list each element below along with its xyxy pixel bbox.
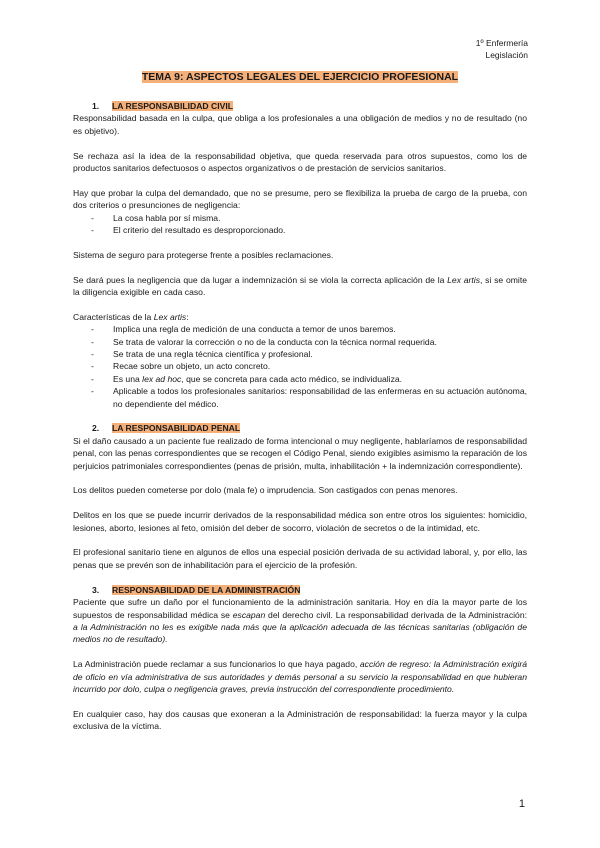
text-run: Es una: [113, 373, 143, 384]
section-number: 2.: [92, 423, 100, 434]
emphasis: Lex artis: [153, 311, 187, 322]
paragraph: [73, 596, 527, 646]
section-heading-civil: [73, 100, 527, 112]
header-subject: Legislación: [485, 50, 528, 60]
emphasis: a la Administración no les es exigible nada más que la aplicación adecuada de las técnicas sanitarias (obligación de medios no de resultado).: [73, 621, 527, 645]
section-number: 3.: [92, 584, 100, 595]
list-item: [73, 373, 527, 385]
paragraph: En cualquier caso, hay dos causas que exoneran a la Administración de responsabilidad: la fuerza mayor y la culpa exclusiva de la víctima.: [73, 708, 527, 732]
text-run: La Administración puede reclamar a sus funcionarios lo que haya pagado,: [73, 659, 360, 670]
list-item: - Se trata de una regla técnica científica y profesional.: [73, 348, 527, 360]
text-run: Paciente que sufre un daño por el funcionamiento de la administración sanitaria. Hoy en día la mayor parte de los supuestos de responsabilidad médica se: [73, 597, 527, 620]
list-item: - Aplicable a todos los profesionales sanitarios: responsabilidad de las enfermeras en su actuación autónoma, no dependiente del médico.: [73, 385, 527, 410]
document-title: [0, 71, 600, 83]
paragraph: Hay que probar la culpa del demandado, que no se presume, pero se flexibiliza la prueba de cargo de la prueba, con dos criterios o presunciones de negligencia:: [73, 187, 527, 211]
text-run: Características de la: [73, 311, 154, 322]
text-run: , que se concreta para cada acto médico, se individualiza.: [181, 373, 403, 384]
text-run: :: [186, 311, 189, 322]
section-heading-text: LA RESPONSABILIDAD PENAL: [112, 423, 241, 434]
paragraph: El profesional sanitario tiene en algunos de ellos una especial posición derivada de su actividad laboral, y, por ello, las penas que se prevén son de inhabilitación para el ejercicio de la profesión.: [73, 547, 527, 570]
paragraph: Si el daño causado a un paciente fue realizado de forma intencional o muy negligente, hablaríamos de responsabilidad penal, con las penas correspondientes que se recogen el Código Penal, siendo exigibles asimismo la reparación de los perjuicios patrimoniales correspondientes (penas de prisión, multa, inhabilitación + la indemnización correspondiente).: [73, 435, 527, 471]
list-item: - La cosa habla por sí misma.: [73, 212, 527, 224]
paragraph: Se rechaza así la idea de la responsabilidad objetiva, que queda reservada para otros supuestos, como los de productos sanitarios defectuosos o aspectos organizativos o de prestación de servicios sanitarios.: [73, 150, 527, 174]
list-item: - Implica una regla de medición de una conducta a temor de unos baremos.: [73, 323, 527, 335]
paragraph: Delitos en los que se puede incurrir derivados de la responsabilidad médica son entre otros los siguientes: homicidio, lesiones, aborto, lesiones al feto, omisión del deber de socorro, violación de secretos o de la intimidad, etc.: [73, 510, 527, 533]
section-number: 1.: [92, 101, 100, 111]
page-number: 1: [518, 798, 525, 810]
lex-artis-characteristics-list: [73, 323, 527, 410]
text-run: del derecho civil. La responsabilidad derivada de la Administración:: [265, 609, 527, 620]
emphasis: escapan: [232, 609, 266, 620]
section-heading-text: LA RESPONSABILIDAD CIVIL: [112, 101, 233, 111]
emphasis: acción de regreso: la Administración exigirá de oficio en vía administrativa de sus autoridades y demás personal a su servicio la responsabilidad en que hubieran incurrido por dolo, culpa o negligencia graves, previa instrucción del correspondiente procedimiento.: [73, 659, 527, 694]
paragraph: Los delitos pueden cometerse por dolo (mala fe) o imprudencia. Son castigados con penas menores.: [73, 485, 458, 496]
document-body: [73, 100, 527, 745]
section-heading-administracion: [73, 584, 527, 596]
paragraph: Sistema de seguro para protegerse frente a posibles reclamaciones.: [73, 249, 334, 260]
list-item: - Se trata de valorar la corrección o no de la conducta con la técnica normal requerida.: [73, 336, 527, 348]
list-item: - El criterio del resultado es desproporcionado.: [73, 224, 527, 236]
paragraph: [73, 274, 527, 299]
text-run: , si se omite la diligencia exigible en cada caso.: [73, 274, 527, 298]
paragraph: [73, 311, 527, 323]
document-title-text: TEMA 9: ASPECTOS LEGALES DEL EJERCICIO PROFESIONAL: [141, 71, 459, 83]
paragraph: Responsabilidad basada en la culpa, que obliga a los profesionales a una obligación de medios y no de resultado (no es objetivo).: [73, 113, 527, 136]
text-run: Se dará pues la negligencia que da lugar a indemnización si se viola la correcta aplicación de la: [73, 274, 448, 285]
paragraph: [73, 658, 527, 695]
running-header: [476, 37, 528, 61]
emphasis: Lex artis: [447, 274, 481, 285]
header-course: 1º Enfermería: [475, 38, 528, 48]
negligence-criteria-list: [73, 212, 527, 237]
section-heading-text: RESPONSABILIDAD DE LA ADMINISTRACIÓN: [112, 584, 301, 595]
emphasis: lex ad hoc: [142, 373, 182, 384]
list-item: - Recae sobre un objeto, un acto concreto.: [73, 360, 527, 372]
section-heading-penal: [73, 422, 527, 434]
